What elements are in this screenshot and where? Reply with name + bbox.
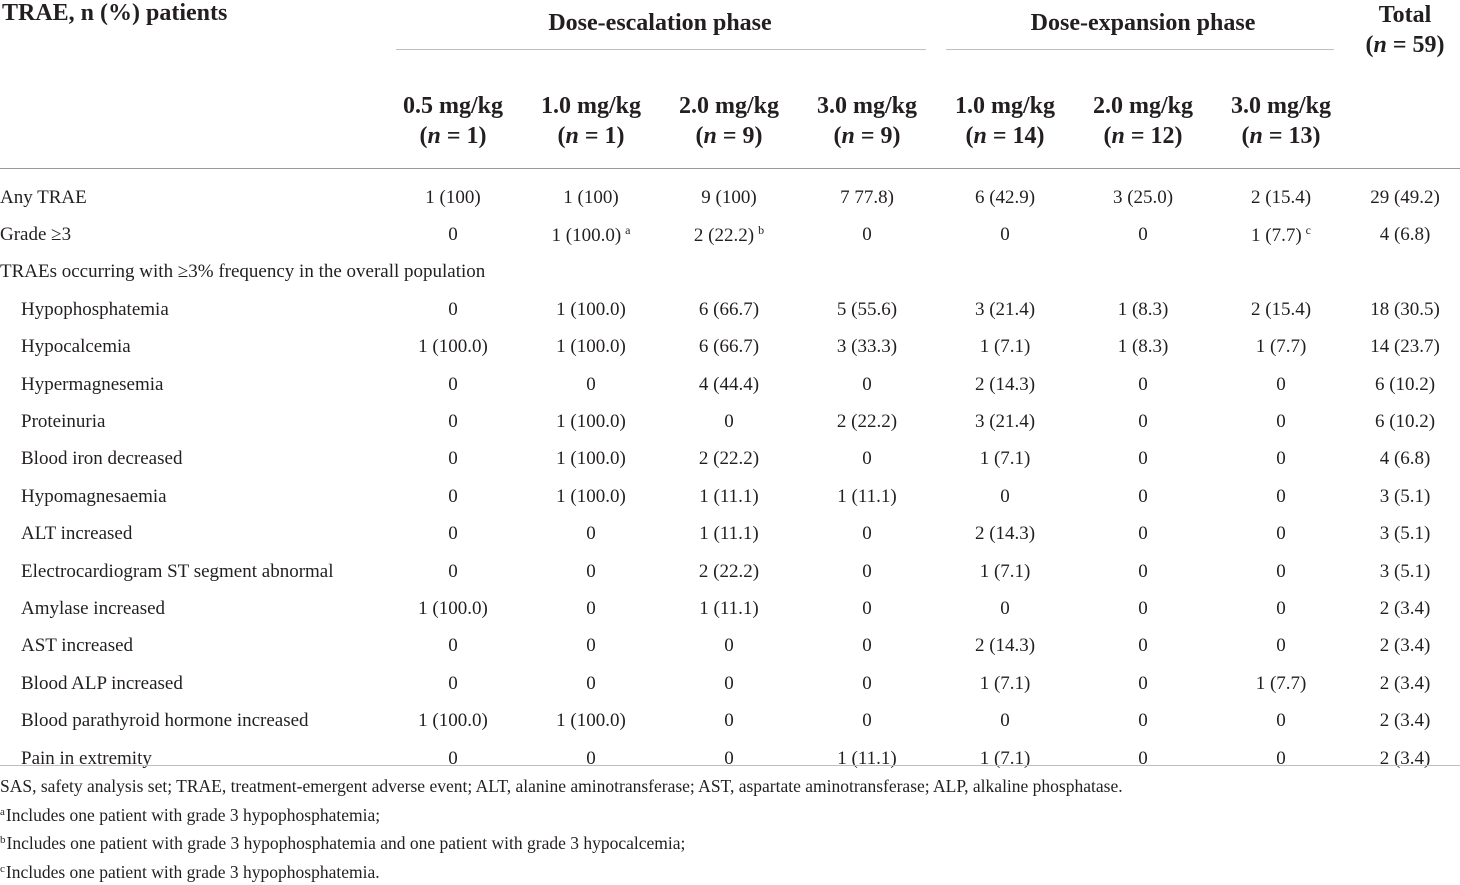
value-cell: 1 (100.0): [522, 291, 660, 328]
value-cell: 0: [1212, 702, 1350, 739]
row-label: Electrocardiogram ST segment abnormal: [0, 553, 384, 590]
value-cell: 0: [1074, 441, 1212, 478]
value-cell: [384, 179, 522, 216]
table-row: [0, 740, 1460, 777]
value-cell: 1 (100.0): [384, 702, 522, 739]
dose-expansion-title: Dose-expansion phase: [936, 11, 1350, 35]
footnotes: [0, 774, 1123, 885]
value-cell: 0: [1074, 403, 1212, 440]
value-cell: 2 (3.4): [1350, 740, 1460, 777]
value-cell: [660, 216, 798, 253]
value-cell: 3 (5.1): [1350, 553, 1460, 590]
dose-column-header: 1.0 mg/kg (n = 1): [522, 60, 660, 169]
value-cell: [522, 216, 660, 253]
value-cell: 2 (14.3): [936, 516, 1074, 553]
section-label: TRAEs occurring with ≥3% frequency in the overall population: [0, 254, 1460, 291]
row-label: Hypermagnesemia: [0, 366, 384, 403]
table-row: [0, 329, 1460, 366]
table-row: [0, 590, 1460, 627]
value-cell: 2 (15.4): [1212, 291, 1350, 328]
dose-column-header: 1.0 mg/kg (n = 14): [936, 60, 1074, 169]
value-cell: 0: [936, 590, 1074, 627]
table-row: [0, 291, 1460, 328]
table-row: [0, 665, 1460, 702]
value-cell: [1350, 179, 1460, 216]
value-cell: 0: [1212, 590, 1350, 627]
value-cell: 1 (100.0): [522, 702, 660, 739]
value-cell: 0: [522, 740, 660, 777]
value-cell: 3 (33.3): [798, 329, 936, 366]
row-label-header: TRAE, n (%) patients: [0, 0, 384, 169]
value-cell: 1 (11.1): [660, 478, 798, 515]
value-text: 0: [1000, 224, 1010, 245]
value-cell: 0: [522, 628, 660, 665]
row-label: Amylase increased: [0, 590, 384, 627]
value-cell: [1212, 216, 1350, 253]
row-label: Blood iron decreased: [0, 441, 384, 478]
value-cell: 1 (100.0): [522, 441, 660, 478]
table-row: [0, 702, 1460, 739]
dose-escalation-header: [384, 0, 936, 60]
dose-column-header: 0.5 mg/kg (n = 1): [384, 60, 522, 169]
value-cell: 18 (30.5): [1350, 291, 1460, 328]
row-label: AST increased: [0, 628, 384, 665]
value-cell: 0: [798, 553, 936, 590]
value-cell: 0: [798, 702, 936, 739]
value-cell: 3 (21.4): [936, 291, 1074, 328]
value-cell: 1 (11.1): [798, 478, 936, 515]
value-cell: 4 (44.4): [660, 366, 798, 403]
row-label: Blood parathyroid hormone increased: [0, 702, 384, 739]
value-cell: 0: [936, 478, 1074, 515]
value-cell: 2 (22.2): [798, 403, 936, 440]
value-cell: 0: [1074, 516, 1212, 553]
value-cell: 6 (10.2): [1350, 403, 1460, 440]
dose-escalation-rule: [396, 49, 926, 50]
footnote-c: $^c$Includes one patient with grade 3 hypophosphatemia.: [0, 857, 1123, 885]
value-cell: 0: [384, 403, 522, 440]
value-cell: 3 (5.1): [1350, 516, 1460, 553]
value-text: 7 77.8): [840, 187, 894, 208]
value-cell: 1 (8.3): [1074, 329, 1212, 366]
value-cell: 0: [384, 441, 522, 478]
value-cell: 0: [1074, 628, 1212, 665]
value-cell: 0: [384, 740, 522, 777]
total-label: Total: [1350, 0, 1460, 30]
value-cell: 2 (3.4): [1350, 590, 1460, 627]
value-cell: 0: [798, 516, 936, 553]
value-text: 2 (15.4): [1251, 187, 1311, 208]
value-cell: 1 (7.1): [936, 441, 1074, 478]
value-cell: 14 (23.7): [1350, 329, 1460, 366]
value-cell: [798, 216, 936, 253]
value-cell: 1 (7.1): [936, 740, 1074, 777]
value-cell: 0: [798, 628, 936, 665]
section-row: [0, 254, 1460, 291]
value-text: 1 (7.7): [1251, 225, 1302, 246]
value-cell: [936, 216, 1074, 253]
value-text: 6 (42.9): [975, 187, 1035, 208]
dose-expansion-header: [936, 0, 1350, 60]
value-cell: 0: [522, 366, 660, 403]
value-cell: 1 (7.7): [1212, 665, 1350, 702]
table-body: [0, 179, 1460, 777]
value-cell: 2 (22.2): [660, 441, 798, 478]
value-cell: 3 (5.1): [1350, 478, 1460, 515]
value-text: 4 (6.8): [1380, 224, 1431, 245]
value-cell: 0: [798, 590, 936, 627]
dose-column-header: 2.0 mg/kg (n = 12): [1074, 60, 1212, 169]
value-cell: 0: [1212, 628, 1350, 665]
table-row: [0, 516, 1460, 553]
value-cell: 2 (3.4): [1350, 702, 1460, 739]
value-cell: [936, 179, 1074, 216]
value-cell: 0: [522, 590, 660, 627]
value-cell: 1 (7.1): [936, 329, 1074, 366]
row-label: ALT increased: [0, 516, 384, 553]
value-cell: 0: [660, 740, 798, 777]
value-cell: 0: [384, 628, 522, 665]
value-cell: [384, 216, 522, 253]
value-cell: 1 (7.1): [936, 665, 1074, 702]
value-cell: 0: [522, 516, 660, 553]
value-cell: 2 (3.4): [1350, 665, 1460, 702]
dose-escalation-title: Dose-escalation phase: [384, 11, 936, 35]
value-cell: 6 (66.7): [660, 291, 798, 328]
value-cell: 6 (10.2): [1350, 366, 1460, 403]
dose-column-header: 2.0 mg/kg (n = 9): [660, 60, 798, 169]
value-cell: [1074, 179, 1212, 216]
dose-column-header: 3.0 mg/kg (n = 9): [798, 60, 936, 169]
value-text: 0: [448, 224, 458, 245]
value-cell: 0: [1212, 516, 1350, 553]
value-cell: 0: [1074, 590, 1212, 627]
value-cell: 1 (100.0): [522, 403, 660, 440]
value-cell: 0: [384, 516, 522, 553]
row-label: Any TRAE: [0, 179, 384, 216]
value-cell: 1 (8.3): [1074, 291, 1212, 328]
total-n: (n = 59): [1350, 30, 1460, 60]
value-cell: 0: [1212, 553, 1350, 590]
footnote-abbreviations: SAS, safety analysis set; TRAE, treatment-emergent adverse event; ALT, alanine aminotransferase; AST, aspartate aminotransferase; ALP, alkaline phosphatase.: [0, 774, 1123, 800]
table-row: [0, 403, 1460, 440]
row-label: Grade ≥3: [0, 216, 384, 253]
value-cell: [660, 179, 798, 216]
value-cell: 0: [1074, 553, 1212, 590]
value-cell: 0: [384, 553, 522, 590]
row-label: Pain in extremity: [0, 740, 384, 777]
table-bottom-rule: [0, 765, 1460, 766]
value-cell: [1074, 216, 1212, 253]
row-label: Blood ALP increased: [0, 665, 384, 702]
dose-column-header: 3.0 mg/kg (n = 13): [1212, 60, 1350, 169]
table-row: [0, 216, 1460, 253]
dose-expansion-rule: [946, 49, 1334, 50]
table-row: [0, 478, 1460, 515]
table-row: [0, 553, 1460, 590]
table-row: [0, 628, 1460, 665]
value-cell: 3 (21.4): [936, 403, 1074, 440]
value-cell: 2 (14.3): [936, 366, 1074, 403]
value-cell: 0: [798, 366, 936, 403]
value-cell: 0: [1074, 702, 1212, 739]
value-text: 0: [862, 224, 872, 245]
value-cell: 2 (22.2): [660, 553, 798, 590]
value-cell: 1 (11.1): [660, 590, 798, 627]
value-cell: 1 (11.1): [798, 740, 936, 777]
value-text: 3 (25.0): [1113, 187, 1173, 208]
value-cell: 5 (55.6): [798, 291, 936, 328]
footnote-marker: c: [1306, 223, 1311, 237]
value-cell: 1 (100.0): [384, 590, 522, 627]
value-cell: 0: [1074, 740, 1212, 777]
value-cell: [798, 179, 936, 216]
header-row-phases: [0, 0, 1460, 60]
value-cell: [1212, 179, 1350, 216]
value-cell: 0: [384, 478, 522, 515]
value-cell: 0: [1212, 366, 1350, 403]
value-cell: 6 (66.7): [660, 329, 798, 366]
value-cell: 0: [1212, 478, 1350, 515]
footnote-marker: b: [758, 223, 764, 237]
value-cell: 1 (11.1): [660, 516, 798, 553]
row-label: Hypocalcemia: [0, 329, 384, 366]
value-cell: 0: [1212, 403, 1350, 440]
value-cell: 0: [1212, 740, 1350, 777]
table-row: [0, 179, 1460, 216]
value-cell: 0: [1212, 441, 1350, 478]
value-cell: 0: [1074, 665, 1212, 702]
footnote-a: $^a$Includes one patient with grade 3 hypophosphatemia;: [0, 800, 1123, 829]
value-cell: 0: [384, 366, 522, 403]
row-label: Hypomagnesaemia: [0, 478, 384, 515]
value-text: 1 (100): [563, 187, 618, 208]
value-cell: 1 (100.0): [522, 478, 660, 515]
value-cell: [1350, 216, 1460, 253]
value-cell: 2 (3.4): [1350, 628, 1460, 665]
value-cell: 2 (14.3): [936, 628, 1074, 665]
value-cell: 0: [798, 665, 936, 702]
total-header: [1350, 0, 1460, 60]
value-cell: 0: [660, 403, 798, 440]
value-cell: 0: [660, 628, 798, 665]
value-text: 2 (22.2): [694, 225, 754, 246]
value-text: 9 (100): [701, 187, 756, 208]
value-text: 1 (100.0): [552, 225, 622, 246]
value-cell: 4 (6.8): [1350, 441, 1460, 478]
value-cell: 0: [1074, 366, 1212, 403]
total-column-spacer: [1350, 60, 1460, 169]
value-text: 0: [1138, 224, 1148, 245]
value-cell: 0: [798, 441, 936, 478]
value-cell: 0: [522, 553, 660, 590]
value-cell: 0: [660, 665, 798, 702]
value-cell: 0: [522, 665, 660, 702]
table-row: [0, 441, 1460, 478]
value-text: 1 (100): [425, 187, 480, 208]
value-cell: 0: [1074, 478, 1212, 515]
value-cell: 1 (100.0): [384, 329, 522, 366]
value-cell: 0: [384, 665, 522, 702]
footnote-b: $^b$Includes one patient with grade 3 hypophosphatemia and one patient with grade 3 hypocalcemia;: [0, 828, 1123, 857]
value-cell: 0: [936, 702, 1074, 739]
value-cell: [522, 179, 660, 216]
row-label: Hypophosphatemia: [0, 291, 384, 328]
value-cell: 0: [660, 702, 798, 739]
value-cell: 0: [384, 291, 522, 328]
value-text: 29 (49.2): [1370, 187, 1440, 208]
value-cell: 1 (7.1): [936, 553, 1074, 590]
value-cell: 1 (7.7): [1212, 329, 1350, 366]
table-row: [0, 366, 1460, 403]
value-cell: 1 (100.0): [522, 329, 660, 366]
row-label: Proteinuria: [0, 403, 384, 440]
footnote-marker: a: [625, 223, 630, 237]
